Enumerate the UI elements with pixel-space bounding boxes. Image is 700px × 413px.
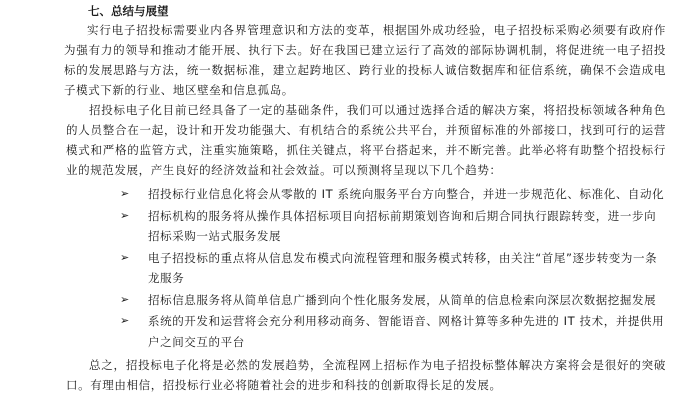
arrow-bullet-icon: ➢: [120, 187, 130, 200]
paragraph-2: 招投标电子化目前已经具备了一定的基础条件，我们可以通过选择合适的解决方案，将招投标领域各种角色的人员整合在一起，设计和开发功能强大、有机结合的系统公共平台，并预留标准的外部接口，找到可行的运营模式和严格的监管方式，注重实施策略，抓住关键点，将平台搭起来，并不断完善。此举必将有助整个招投标行业的规范发展，产生良好的经济效益和社会效益。可以预测将呈现以下几个趋势：: [66, 103, 666, 177]
section-heading: 七、总结与展望: [88, 4, 169, 18]
arrow-bullet-icon: ➢: [120, 208, 130, 222]
paragraph-1: 实行电子招投标需要业内各界管理意识和方法的变革，根据国外成功经验，电子招投标采购必须要有政府作为强有力的领导和推动才能开展、执行下去。好在我国已建立运行了高效的部际协调机制，将促进统一电子招投标的发展思路与方法，统一数据标准，建立起跨地区、跨行业的投标人诚信数据库和征信系统，确保不会造成电子模式下新的行业、地区壁垒和信息孤岛。: [64, 23, 666, 97]
list-item: [120, 290, 666, 311]
list-item-text: 电子招投标的重点将从信息发布模式向流程管理和服务模式转移，由关注“首尾”逐步转变为一条龙服务: [148, 250, 658, 285]
list-item-text: 系统的开发和运营将会充分利用移动商务、智能语音、网格计算等多种先进的 IT 技术，并提供用户之间交互的平台: [148, 314, 665, 349]
arrow-bullet-icon: ➢: [120, 292, 130, 306]
arrow-bullet-icon: ➢: [120, 314, 130, 327]
list-item: [120, 206, 666, 247]
trend-list: [66, 184, 666, 352]
list-item: [120, 311, 666, 352]
list-item-text: 招标信息服务将从简单信息广播到向个性化服务发展，从简单的信息检索向深层次数据挖掘发展: [148, 292, 657, 307]
list-item: [120, 248, 666, 289]
arrow-bullet-icon: ➢: [120, 250, 130, 264]
list-item: [120, 184, 666, 205]
list-item-text: 招标机构的服务将从操作具体招标项目向招标前期策划咨询和后期合同执行跟踪转变，进一步向招标采购一站式服务发展: [148, 208, 657, 243]
summary-paragraph: 总之，招投标电子化将是必然的发展趋势，全流程网上招标作为电子招投标整体解决方案将会是很好的突破口。有理由相信，招投标行业必将随着社会的进步和科技的创新取得长足的发展。: [66, 358, 666, 392]
list-item-text: 招投标行业信息化将会从零散的 IT 系统向服务平台方向整合，并进一步规范化、标准化、自动化: [148, 187, 665, 201]
